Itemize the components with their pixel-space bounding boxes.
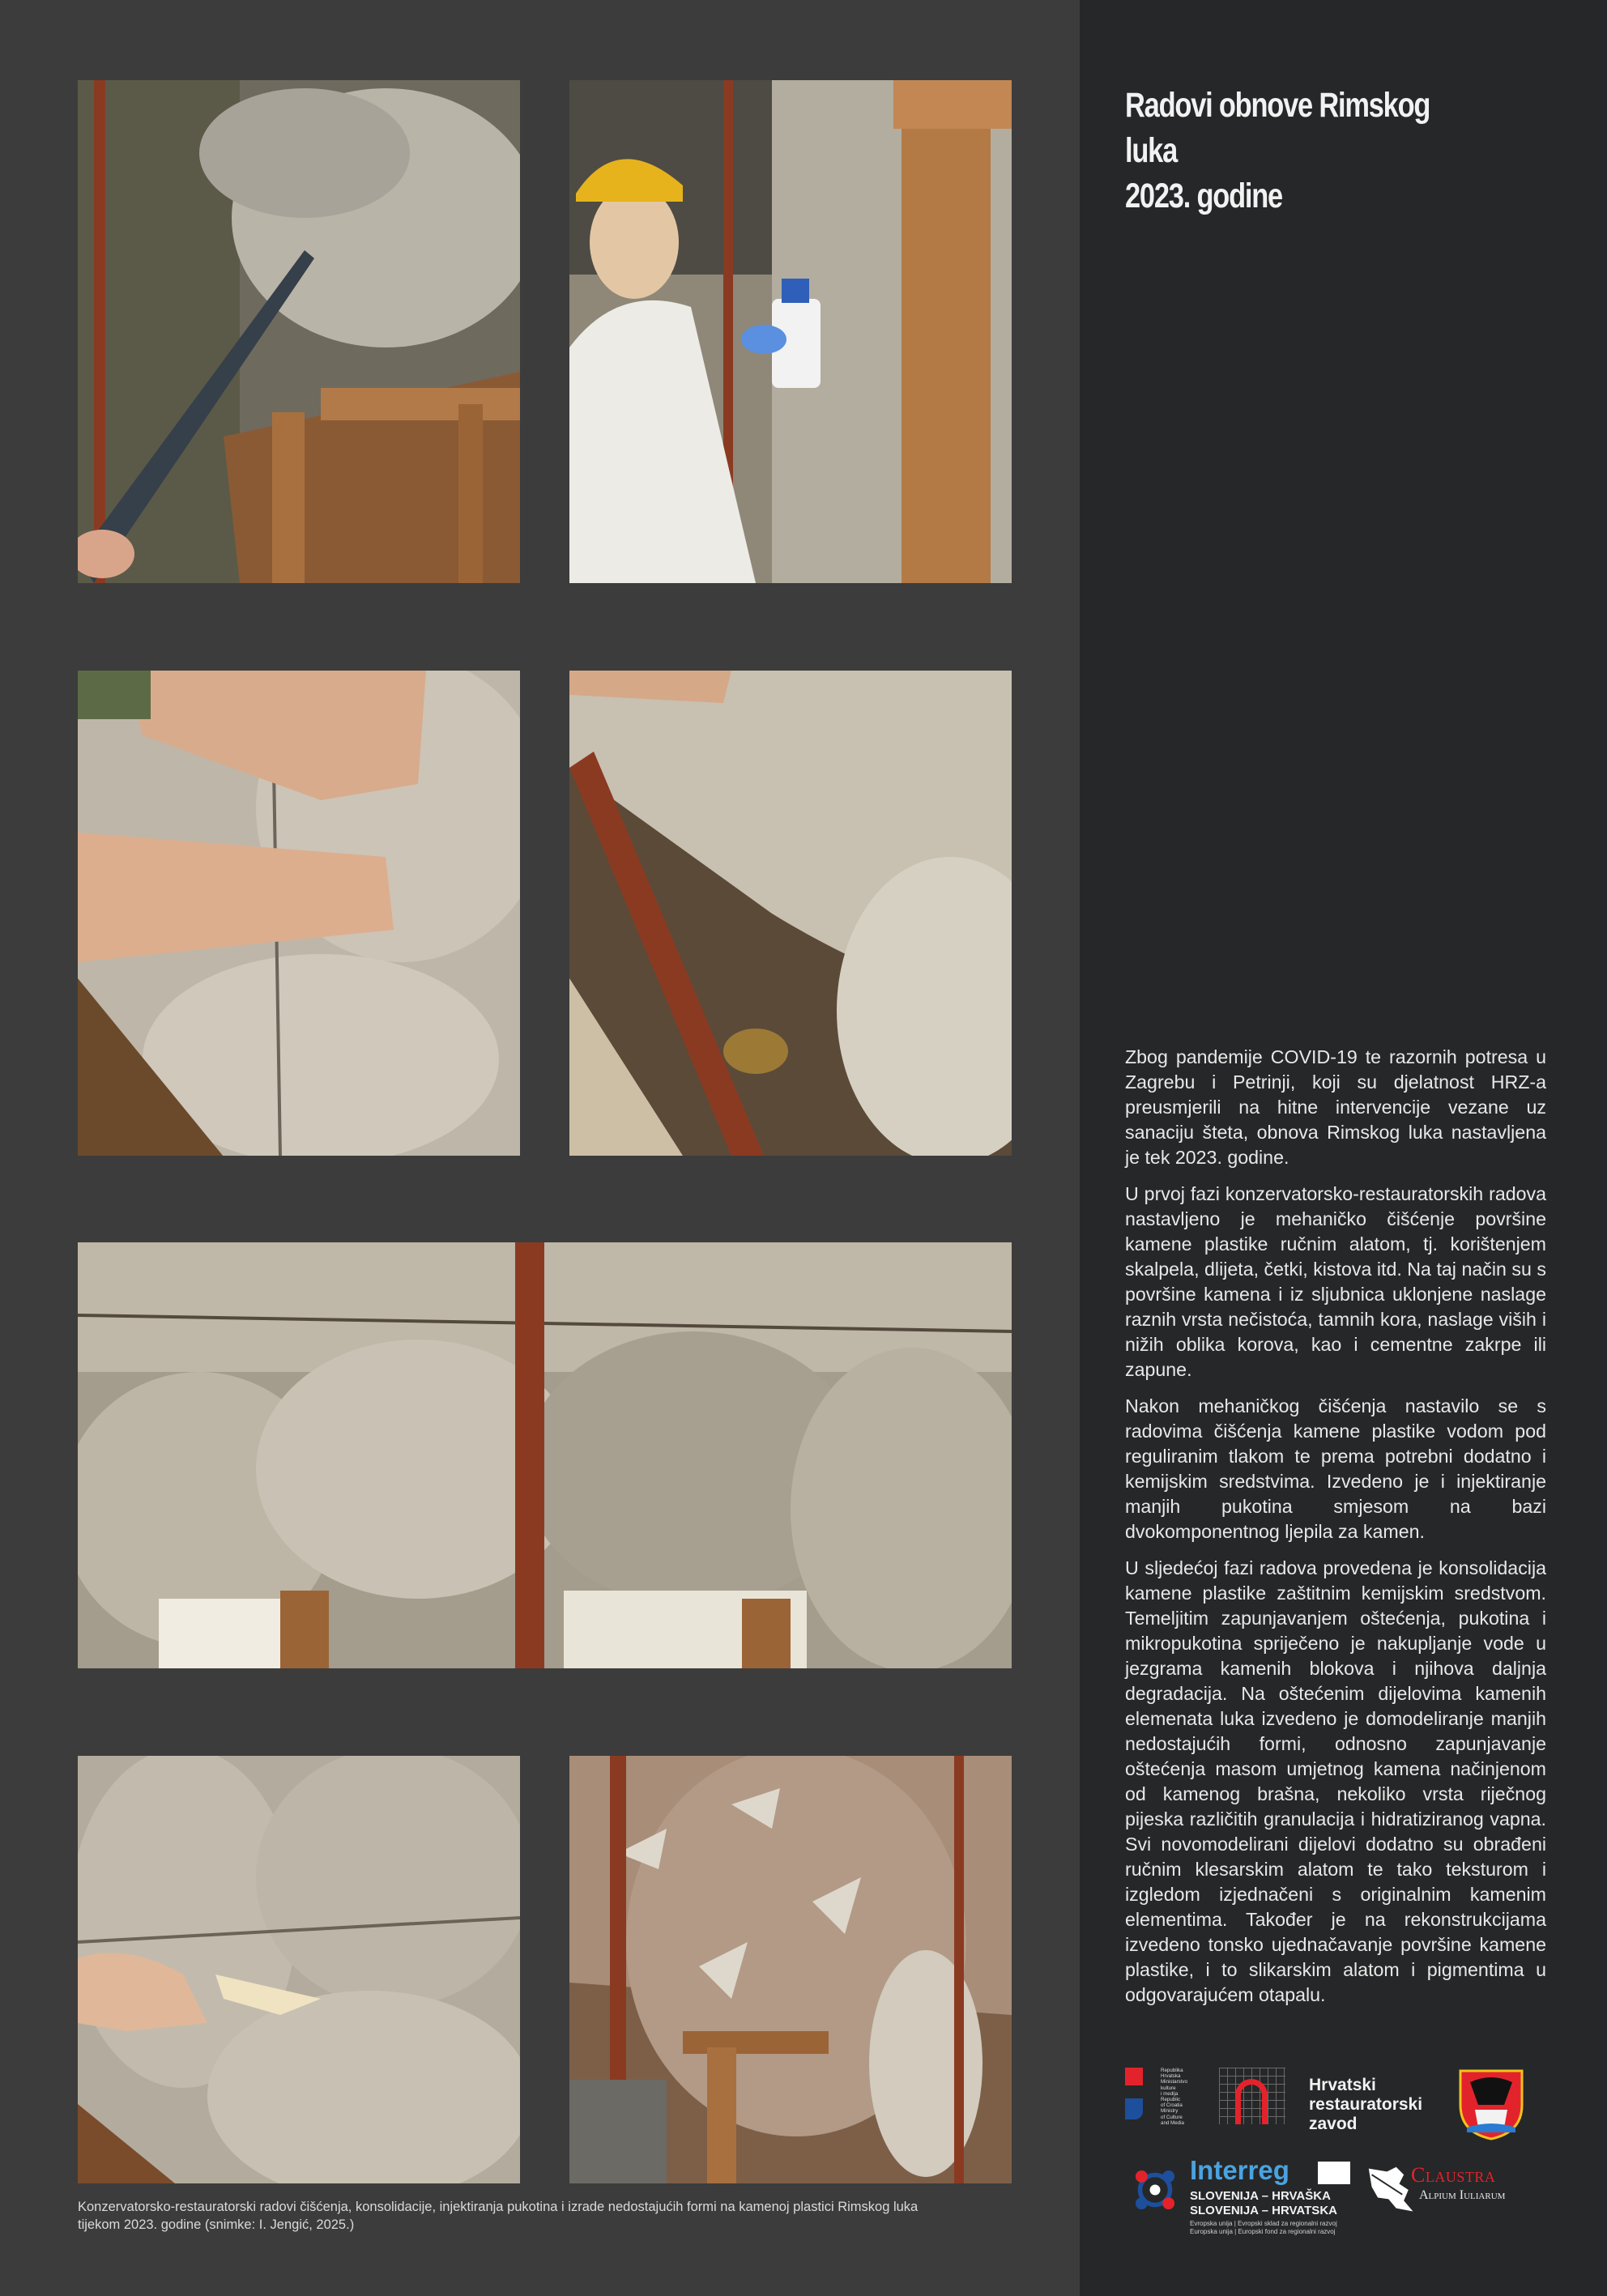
interreg-country-line: SLOVENIJA – HRVATSKA: [1190, 2204, 1337, 2217]
interreg-fund-line: Evropska unija | Evropski sklad za regionalni razvoj: [1190, 2220, 1337, 2227]
photo-arch-underside: [569, 671, 1012, 1156]
photo-tonal-retouch: [569, 1756, 1012, 2183]
photo-arch-panorama: [78, 1242, 1012, 1668]
ministry-text: Ministry: [1161, 2108, 1179, 2115]
ministry-mark-icon: [1125, 2068, 1143, 2085]
photo-pressure-washing: [78, 80, 520, 583]
claustra-logo: [1366, 2162, 1528, 2235]
interreg-name: Interreg: [1190, 2155, 1289, 2185]
interreg-country-line: SLOVENIJA – HRVAŠKA: [1190, 2189, 1331, 2203]
ministry-text: Hrvatska: [1161, 2073, 1181, 2080]
hrz-logo: [1219, 2068, 1423, 2133]
hrz-name: Hrvatski: [1309, 2076, 1376, 2094]
article-paragraph: U prvoj fazi konzervatorsko-restauratorskih radova nastavljeno je mehaničko čišćenje površine kamene plastike ručnim alatom, tj. korištenjem skalpela, dlijeta, četki, kistova itd. Na taj način su s površine kamena i iz sljubnica uklonjene naslage raznih vrsta nečistoća, tamnih kora, naslage viših i nižih oblika korova, kao i cementne zakrpe ili zapune.: [1125, 1183, 1546, 1380]
ministry-text: i medija: [1161, 2090, 1179, 2097]
photo-crack-injection: [78, 671, 520, 1156]
caption-line-1: Konzervatorsko-restauratorski radovi čišćenja, konsolidacije, injektiranja pukotina i izrade nedostajućih formi na kamenoj plastici Rimskog luka: [78, 2200, 919, 2214]
interreg-star-icon: [1125, 2160, 1185, 2220]
caption-line-2: tijekom 2023. godine (snimke: I. Jengić, 2025.): [78, 2217, 355, 2232]
ministry-text: of Culture: [1161, 2114, 1183, 2120]
interreg-fund-line: Europska unija | Europski fond za regionalni razvoj: [1190, 2228, 1336, 2235]
coat-of-arms-icon: [1459, 2068, 1524, 2141]
photo-caption: [78, 2198, 1025, 2234]
ministry-text: Republika: [1161, 2068, 1183, 2073]
ministry-logo: [1125, 2068, 1198, 2128]
article-paragraph: Zbog pandemije COVID-19 te razornih potresa u Zagrebu i Petrinji, koji su djelatnost HRZ-a preusmjerili na hitne intervencije vezane uz sanaciju šteta, obnova Rimskog luka nastavljena je tek 2023. godine.: [1125, 1046, 1546, 1168]
ministry-text: kulture: [1161, 2085, 1176, 2091]
article-paragraph: U sljedećoj fazi radova provedena je konsolidacija kamene plastike zaštitnim kemijskim sredstvom. Temeljitim zapunjavanjem oštećenja, pukotina i mikropukotina spriječeno je nakupljanje vode u jezgrama kamenih blokova i njihova daljnja degradacija. Na oštećenim dijelovima kamenih elemenata luka izvedeno je domodeliranje manjih nedostajućih formi, odnosno zapunjavanje oštećenja masom umjetnog kamena načinjenom od kamenog brašna, nekoliko vrsta riječnog pijeska različitih granulacija i hidratiziranog vapna. Svi novomodelirani dijelovi dodatno su obrađeni ručnim klesarskim alatom te tako teksturom i izgledom izjednačeni s originalnim kamenim elementima. Također je na rekonstrukcijama izvedeno tonsko ujednačavanje površine kamene plastike, i to slikarskim alatom i pigmentima u odgovarajućem otapalu.: [1125, 1557, 1546, 2005]
claustra-subtitle: Alpium Iuliarum: [1419, 2188, 1506, 2202]
photo-spray-treatment: [569, 80, 1012, 583]
hrz-name: zavod: [1309, 2115, 1358, 2133]
hrz-grid-icon: [1219, 2068, 1285, 2124]
ministry-mark-lower-icon: [1125, 2098, 1143, 2119]
hrz-name: restauratorski: [1309, 2095, 1423, 2114]
photo-mortar-filling: [78, 1756, 520, 2183]
ministry-text: and Media: [1161, 2119, 1184, 2126]
interreg-logo: [1125, 2155, 1368, 2235]
title-line-2: 2023. godine: [1125, 177, 1282, 215]
article-paragraph: Nakon mehaničkog čišćenja nastavilo se s radovima čišćenja kamene plastike vodom pod reguliranim tlakom te prema potrebni dodatno i kemijskim sredstvima. Izvedeno je i injektiranje manjih pukotina smjesom na bazi dvokomponentnog ljepila za kamen.: [1125, 1395, 1546, 1542]
eu-flag-icon: [1318, 2162, 1350, 2184]
page-title: [1125, 83, 1462, 219]
title-line-1: Radovi obnove Rimskog luka: [1125, 86, 1430, 170]
ministry-text: Ministarstvo: [1161, 2079, 1188, 2085]
ministry-text: Republic: [1161, 2097, 1181, 2103]
article-body: [1125, 1045, 1546, 2019]
claustra-name: Claustra: [1411, 2163, 1496, 2187]
coat-of-arms-logo: [1459, 2068, 1524, 2141]
ministry-text: of Croatia: [1161, 2102, 1183, 2109]
